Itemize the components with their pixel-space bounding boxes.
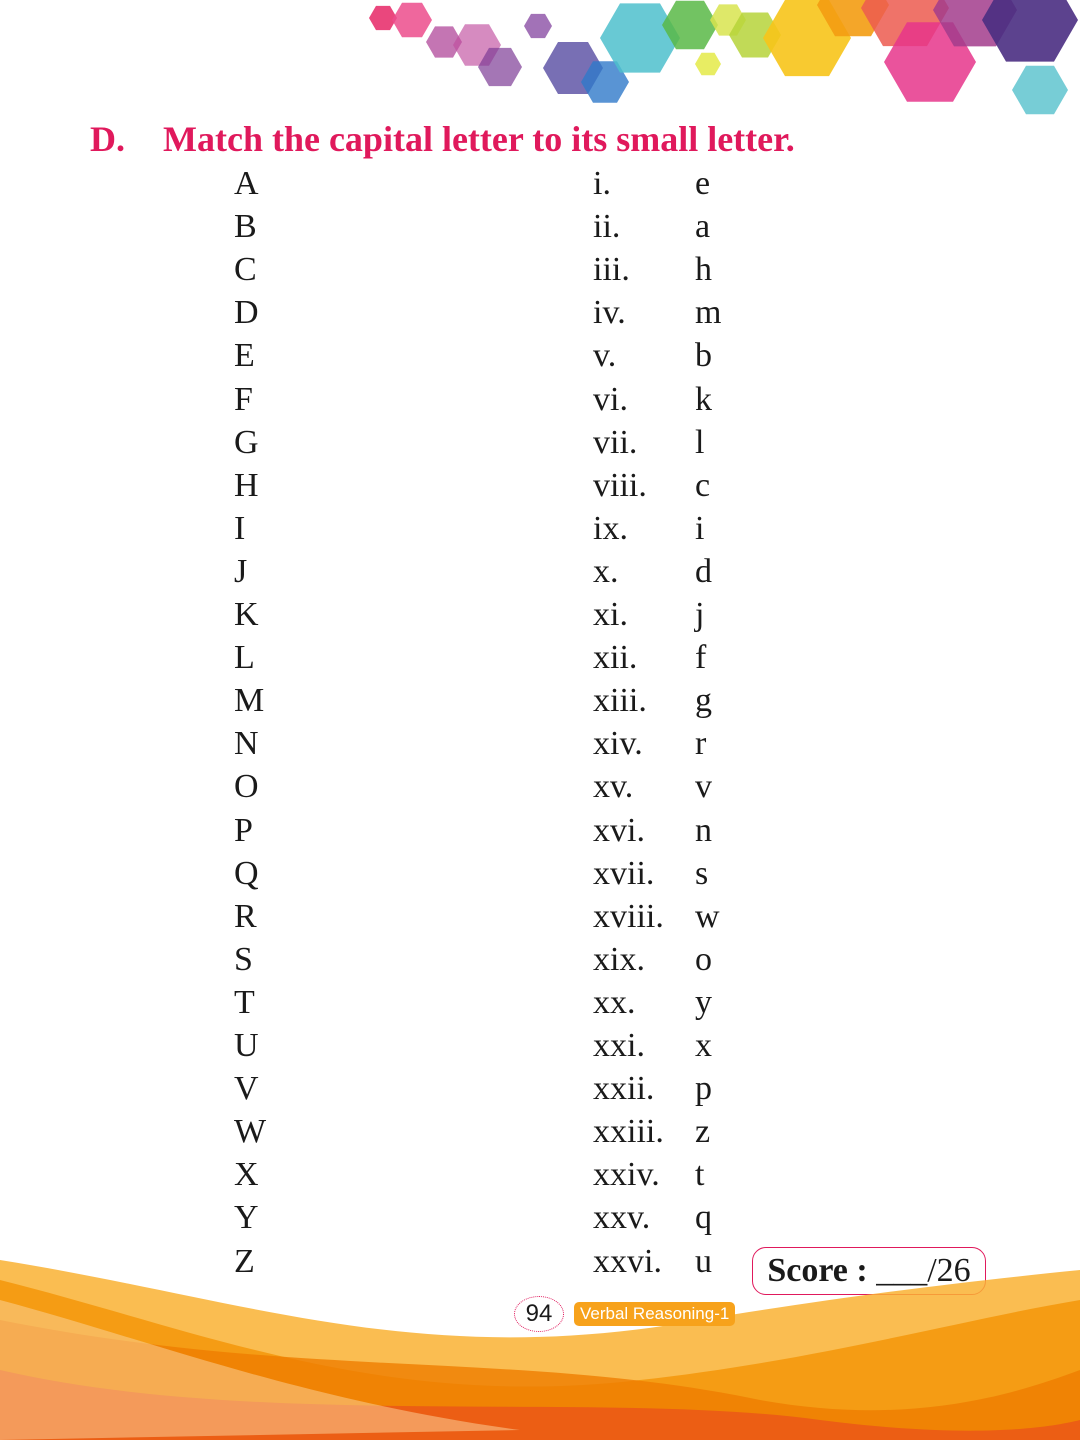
match-row [0,550,712,593]
capital-letter: K [234,596,259,633]
roman-numeral: iii. [593,251,630,289]
roman-numeral: x. [593,552,619,590]
capital-letter: S [234,940,253,978]
roman-numeral: xx. [593,983,636,1021]
roman-numeral: i. [593,165,611,202]
match-row [0,291,722,334]
match-row [0,1024,712,1067]
small-letter: j [695,596,705,633]
small-letter: i [695,509,705,547]
match-row [0,1153,705,1196]
score-label: Score : [767,1252,868,1289]
small-letter: c [695,466,711,504]
roman-numeral: xxv. [593,1199,651,1237]
match-row [0,679,712,722]
small-letter: w [695,897,720,935]
capital-letter: R [234,897,257,935]
match-row [0,636,707,679]
capital-letter: L [234,639,255,677]
exercise-label: D. [90,119,125,159]
small-letter: z [695,1113,711,1151]
match-row [0,162,711,205]
roman-numeral: xiii. [593,682,647,720]
roman-numeral: xxi. [593,1027,645,1064]
match-row [0,981,712,1024]
hexagon-shape [369,6,397,30]
match-row [0,765,712,808]
small-letter: o [695,940,712,978]
roman-numeral: xii. [593,639,638,677]
small-letter: f [695,639,707,677]
hexagon-shape [695,53,721,76]
hexagon-shape [982,0,1078,62]
roman-numeral: xxiv. [593,1156,660,1194]
small-letter: v [695,768,712,806]
roman-numeral: xi. [593,596,628,633]
small-letter: a [695,208,711,246]
roman-numeral: iv. [593,294,626,332]
roman-numeral: xxiii. [593,1113,664,1151]
match-row [0,464,711,507]
capital-letter: P [234,811,253,849]
match-row [0,248,712,291]
capital-letter: X [234,1156,259,1194]
match-row [0,507,705,550]
roman-numeral: v. [593,337,617,375]
small-letter: k [695,380,712,418]
match-row [0,1110,711,1153]
roman-numeral: xviii. [593,897,664,935]
match-row [0,1067,712,1110]
small-letter: p [695,1070,712,1108]
capital-letter: B [234,208,257,246]
match-row [0,334,712,377]
capital-letter: G [234,423,259,461]
capital-letter: H [234,466,259,504]
roman-numeral: xvii. [593,854,655,892]
roman-numeral: xix. [593,940,645,978]
match-row [0,852,709,895]
match-row [0,895,720,938]
hexagon-banner-decoration [0,0,1080,125]
roman-numeral: xiv. [593,725,643,763]
book-title-badge: Verbal Reasoning-1 [574,1302,735,1326]
capital-letter: A [234,165,259,202]
roman-numeral: ix. [593,509,628,547]
match-row [0,722,707,765]
hexagon-shape [392,3,432,38]
match-row [0,809,712,852]
match-row [0,205,711,248]
capital-letter: T [234,983,255,1021]
small-letter: s [695,854,709,892]
page-number: 94 [514,1296,564,1332]
score-value: ___/26 [876,1252,971,1289]
small-letter: h [695,251,712,289]
capital-letter: I [234,509,246,547]
small-letter: m [695,294,722,332]
small-letter: d [695,552,712,590]
match-row [0,378,712,421]
capital-letter: U [234,1027,259,1064]
match-row [0,938,712,981]
capital-letter: Y [234,1199,259,1237]
capital-letter: C [234,251,257,289]
small-letter: e [695,165,711,202]
capital-letter: E [234,337,255,375]
capital-letter: W [234,1113,267,1151]
capital-letter: D [234,294,259,332]
small-letter: l [695,423,705,461]
capital-letter: O [234,768,259,806]
capital-letter: M [234,682,265,720]
hexagon-shape [1012,66,1068,114]
small-letter: g [695,682,712,720]
wave-footer-decoration [0,1260,1080,1440]
roman-numeral: xxii. [593,1070,655,1108]
exercise-instruction: Match the capital letter to its small letter. [163,119,795,159]
small-letter: n [695,811,712,849]
match-row [0,421,705,464]
capital-letter: V [234,1070,259,1108]
small-letter: b [695,337,712,375]
small-letter: r [695,725,707,763]
capital-letter: Q [234,854,259,892]
capital-letter: J [234,552,248,590]
capital-letter: F [234,380,253,418]
small-letter: y [695,983,712,1021]
small-letter: q [695,1199,712,1237]
small-letter: t [695,1156,705,1194]
match-row [0,1196,712,1239]
small-letter: x [695,1027,712,1064]
match-row [0,593,705,636]
roman-numeral: xv. [593,768,634,806]
capital-letter: N [234,725,259,763]
roman-numeral: ii. [593,208,621,246]
hexagon-shape [524,14,552,38]
roman-numeral: viii. [593,466,647,504]
roman-numeral: vii. [593,423,638,461]
roman-numeral: xxvi. [593,1242,662,1280]
small-letter: u [695,1242,712,1280]
exercise-heading [0,118,1080,162]
capital-letter: Z [234,1242,255,1280]
roman-numeral: xvi. [593,811,645,849]
roman-numeral: vi. [593,380,628,418]
